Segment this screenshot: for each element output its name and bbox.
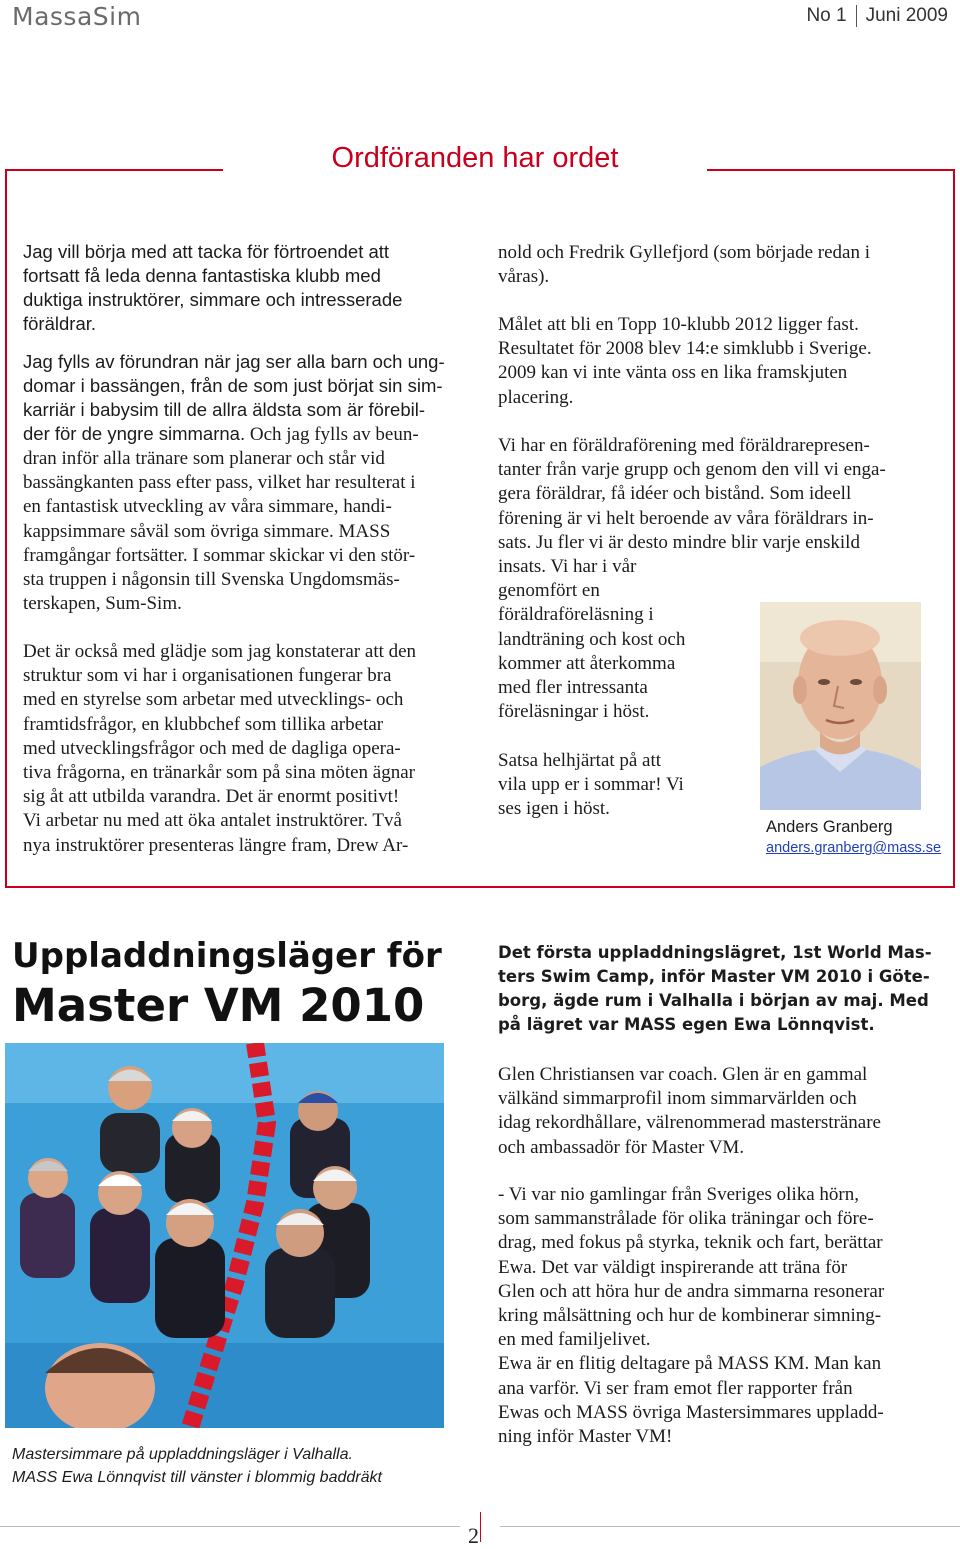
- issue-date: Juni 2009: [865, 5, 948, 27]
- text-line: struktur som vi har i organisationen fungerar bra: [23, 665, 392, 687]
- frame-bottom-rule: [5, 886, 955, 888]
- paragraph-structure: [23, 640, 473, 858]
- text-line: med utvecklingsfrågor och med de dagliga opera-: [23, 737, 401, 759]
- text-line: duktiga instruktörer, simmare och intresserade: [23, 289, 403, 310]
- text-line: ters Swim Camp, inför Master VM 2010 i Göte-: [498, 967, 930, 986]
- text-line: Det är också med glädje som jag konstaterar att den: [23, 641, 417, 662]
- text-line: dran inför alla tränare som planerar och står vid: [23, 448, 385, 469]
- text-line: föräldrar.: [23, 313, 97, 334]
- article2-title: [12, 934, 492, 1034]
- paragraph-coach: [498, 1063, 938, 1160]
- text-line: Vi arbetar nu med att öka antalet instruktörer. Två: [23, 810, 402, 832]
- text-line: med en styrelse som arbetar med utvecklings- och: [23, 689, 404, 711]
- text-run-serif: Och jag fylls av beun-: [245, 424, 419, 445]
- author-email-link[interactable]: anders.granberg@mass.se: [766, 840, 942, 856]
- text-line: våras).: [498, 266, 550, 288]
- text-line: sta truppen i någonsin till Svenska Ungdomsmäs-: [23, 569, 400, 591]
- paragraph-quote: [498, 1183, 938, 1449]
- frame-left-rule: [5, 169, 7, 888]
- text-line: Ewa. Det var väldigt inspirerande att träna för: [498, 1256, 848, 1278]
- issue-info: [806, 5, 948, 27]
- author-name: Anders Granberg: [766, 818, 893, 836]
- text-line: nold och Fredrik Gyllefjord (som började redan i: [498, 242, 870, 263]
- frame-top-right-rule: [707, 169, 955, 171]
- text-line: Glen och att höra hur de andra simmarna resonerar: [498, 1280, 885, 1302]
- text-line: bassängkanten pass efter pass, vilket har resulterat i: [23, 472, 416, 494]
- text-line: terskapen, Sum-Sim.: [23, 593, 182, 615]
- caption-line: Mastersimmare på uppladdningsläger i Valhalla.: [12, 1446, 353, 1463]
- paragraph-continued: [498, 241, 938, 289]
- text-line: Glen Christiansen var coach. Glen är en gammal: [498, 1064, 868, 1085]
- text-line: framtidsfrågor, en klubbchef som tillika arbetar: [23, 713, 384, 735]
- text-line: ses igen i höst.: [498, 798, 610, 820]
- text-line: tanter från varje grupp och genom den vill vi enga-: [498, 459, 886, 481]
- text-line: föreläsningar i höst.: [498, 701, 650, 723]
- masthead-logo: [12, 2, 141, 31]
- text-line: med fler intressanta: [498, 677, 648, 699]
- caption-line: MASS Ewa Lönnqvist till vänster i blommig baddräkt: [12, 1469, 382, 1486]
- title-line-2: Master VM 2010: [12, 979, 425, 1032]
- text-line: kring målsättning och hur de kombinerar simning-: [498, 1305, 882, 1327]
- text-line: vila upp er i sommar! Vi: [498, 774, 684, 796]
- text-line: ana varför. Vi ser fram emot fler rapporter från: [498, 1377, 853, 1399]
- text-line: förening är vi helt beroende av våra föräldrars in-: [498, 507, 874, 529]
- text-line: [23, 422, 473, 447]
- text-line: fortsatt få leda denna fantastiska klubb med: [23, 265, 381, 286]
- issue-number: No 1: [806, 5, 847, 27]
- footer-rule-right: [500, 1526, 960, 1527]
- logo-text: MassaSim: [12, 2, 142, 31]
- swimmers-photo: [5, 1043, 444, 1428]
- paragraph-wonder-serif: [23, 447, 473, 616]
- text-line: en fantastisk utveckling av våra simmare, handi-: [23, 496, 392, 518]
- text-line: drag, med fokus på styrka, teknik och fart, berättar: [498, 1232, 883, 1254]
- text-line: välkänd simmarprofil inom simmarvärlden och: [498, 1088, 857, 1110]
- text-line: kommer att återkomma: [498, 652, 676, 674]
- text-line: och ambassadör för Master VM.: [498, 1136, 745, 1158]
- page-number: 2: [468, 1523, 479, 1548]
- text-line: föräldraföreläsning i: [498, 604, 654, 626]
- intro-paragraph: [23, 240, 473, 336]
- paragraph-wonder-sans: [23, 350, 473, 447]
- frame-right-rule: [953, 169, 955, 888]
- text-line: Ewa är en flitig deltagare på MASS KM. Man kan: [498, 1353, 882, 1375]
- text-line: ning inför Master VM!: [498, 1426, 673, 1448]
- text-line: Jag fylls av förundran när jag ser alla barn och ung-: [23, 351, 445, 372]
- text-line: tiva frågorna, en tränarkår som på sina möten ägnar: [23, 762, 415, 784]
- text-line: Resultatet för 2008 blev 14:e simklubb i Sverige.: [498, 338, 872, 360]
- text-line: idag rekordhållare, välrenommerad masterstränare: [498, 1112, 881, 1134]
- title-line-1: Uppladdningsläger för: [12, 936, 442, 976]
- article-headline: Ordföranden har ordet: [331, 142, 619, 174]
- text-line: Målet att bli en Topp 10-klubb 2012 ligger fast.: [498, 314, 859, 335]
- text-line: sats. Ju fler vi är desto mindre blir varje enskild: [498, 531, 860, 553]
- text-line: domar i bassängen, från de som just börjat sin sim-: [23, 375, 443, 396]
- issue-divider: [856, 5, 857, 27]
- text-line: framgångar fortsätter. I sommar skickar vi den stör-: [23, 544, 416, 566]
- text-line: Satsa helhjärtat på att: [498, 750, 662, 771]
- text-line: på lägret var MASS egen Ewa Lönnqvist.: [498, 1015, 875, 1034]
- text-run-sans: der för de yngre simmarna.: [23, 423, 246, 444]
- photo-caption: [12, 1443, 382, 1489]
- text-line: Vi har en föräldraförening med föräldrarepresen-: [498, 435, 870, 456]
- paragraph-goal: [498, 313, 938, 410]
- text-line: genomfört en: [498, 580, 600, 602]
- text-line: som sammanstrålade för olika träningar och före-: [498, 1208, 874, 1230]
- text-line: - Vi var nio gamlingar från Sveriges olika hörn,: [498, 1184, 859, 1205]
- article2-lead: [498, 941, 938, 1037]
- text-line: 2009 kan vi inte vänta oss en lika framskjuten: [498, 362, 848, 384]
- text-line: en med familjelivet.: [498, 1329, 651, 1351]
- text-line: Ewas och MASS övriga Mastersimmares uppladd-: [498, 1401, 884, 1423]
- text-line: Jag vill börja med att tacka för förtroendet att: [23, 241, 390, 262]
- footer-divider: [480, 1512, 481, 1542]
- author-portrait: [760, 602, 921, 810]
- text-line: landträning och kost och: [498, 628, 686, 650]
- text-line: kappsimmare såväl som övriga simmare. MASS: [23, 520, 391, 542]
- swimmers-illustration: [5, 1043, 444, 1428]
- text-line: placering.: [498, 386, 574, 408]
- portrait-illustration: [760, 602, 921, 810]
- footer-rule-left: [0, 1526, 460, 1527]
- text-line: sig åt att utbilda varandra. Det är enormt positivt!: [23, 786, 400, 808]
- text-line: nya instruktörer presenteras längre fram, Drew Ar-: [23, 834, 409, 856]
- text-line: borg, ägde rum i Valhalla i början av maj. Med: [498, 991, 929, 1010]
- text-line: karriär i babysim till de allra äldsta som är förebil-: [23, 399, 425, 420]
- text-line: insats. Vi har i vår: [498, 556, 637, 578]
- frame-top-left-rule: [5, 169, 223, 171]
- paragraph-closing: [498, 749, 758, 822]
- text-line: Det första uppladdningslägret, 1st World Mas-: [498, 943, 932, 962]
- text-line: gera föräldrar, få idéer och bistånd. Som ideell: [498, 483, 852, 505]
